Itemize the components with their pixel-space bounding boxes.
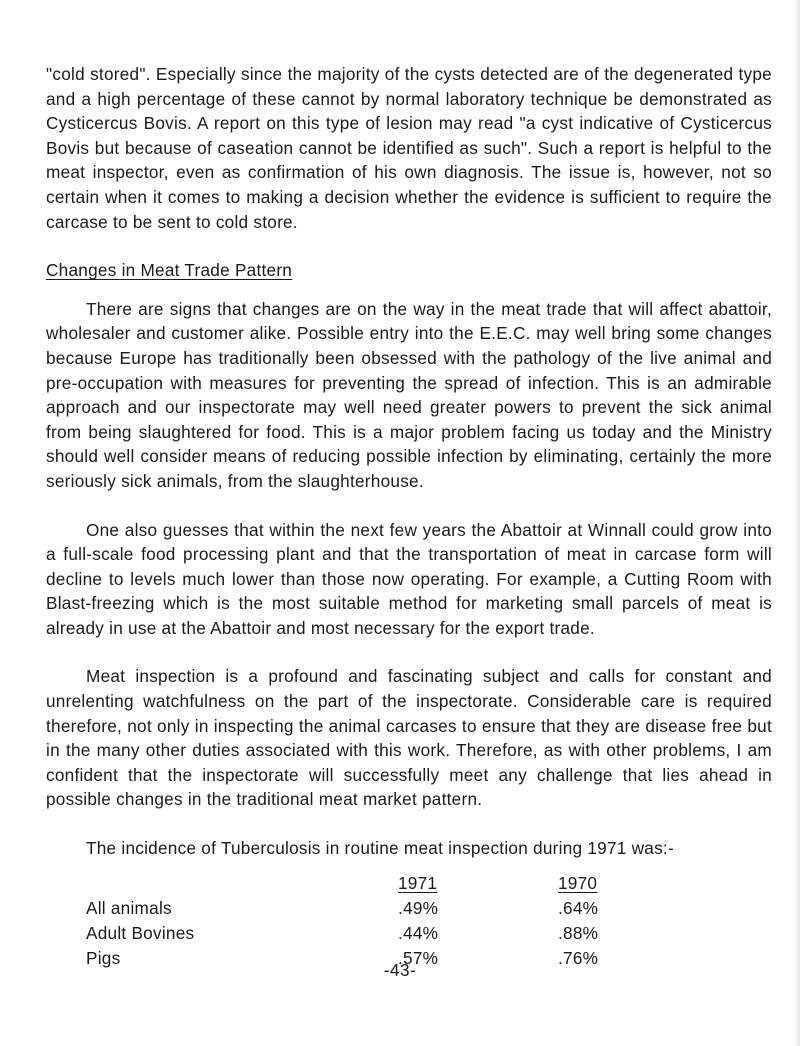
column-header-1971: 1971	[398, 872, 438, 893]
paragraph-cold-store: "cold stored". Especially since the majority of the cysts detected are of the degenerated type and a high percentage of these cannot by normal laboratory technique be demonstrated as Cysticercus Bovis. A report on this type of lesion may read "a cyst indicative of Cysticercus Bovis but because of caseation cannot be identified as such". Such a report is helpful to the meat inspector, even as confirmation of his own diagnosis. The issue is, however, not so certain when it comes to making a decision whether the evidence is sufficient to require the carcase to be sent to cold store.	[46, 64, 772, 232]
row-label: Adult Bovines	[86, 922, 195, 943]
page-edge-shadow	[794, 0, 800, 1046]
paragraph-abattoir-future: One also guesses that within the next few years the Abattoir at Winnall could grow into a full-scale food processing plant and that the transportation of meat in carcase form will decline to levels much lower than those now operating. For example, a Cutting Room with Blast-freezing which is the most suitable method for marketing small parcels of meat is already in use at the Abattoir and most necessary for the export trade.	[46, 519, 772, 638]
tb-table-intro: The incidence of Tuberculosis in routine meat inspection during 1971 was:-	[86, 838, 674, 859]
body-text	[46, 62, 772, 971]
page-number: -43-	[383, 960, 417, 980]
tb-incidence-table	[86, 871, 718, 971]
value-1970: .76%	[558, 947, 599, 968]
column-header-1970: 1970	[558, 872, 598, 893]
row-label: All animals	[86, 897, 172, 918]
value-1970: .88%	[558, 922, 599, 943]
paragraph-trade-changes: There are signs that changes are on the way in the meat trade that will affect abattoir, wholesaler and customer alike. Possible entry into the E.E.C. may well bring some changes because Europe has traditionally been obsessed with the pathology of the live animal and pre-occupation with measures for preventing the spread of infection. This is an admirable approach and our inspectorate may well need greater powers to prevent the sick animal from being slaughtered for food. This is a major problem facing us today and the Ministry should well consider means of reducing possible infection by eliminating, certainly the more seriously sick animals, from the slaughterhouse.	[46, 298, 772, 491]
value-1971: .44%	[398, 922, 439, 943]
paragraph-meat-inspection: Meat inspection is a profound and fascinating subject and calls for constant and unrelenting watchfulness on the part of the inspectorate. Considerable care is required therefore, not only in inspecting the animal carcases to ensure that they are disease free but in the many other duties associated with this work. Therefore, as with other problems, I am confident that the inspectorate will successfully meet any challenge that lies ahead in possible changes in the traditional meat market pattern.	[46, 666, 772, 810]
table-row	[86, 896, 718, 921]
value-1971: .57%	[398, 947, 439, 968]
table-row	[86, 921, 718, 946]
value-1971: .49%	[398, 897, 439, 918]
row-label: Pigs	[86, 947, 121, 968]
section-heading: Changes in Meat Trade Pattern	[46, 260, 293, 281]
value-1970: .64%	[558, 897, 599, 918]
table-header-row	[86, 871, 718, 896]
